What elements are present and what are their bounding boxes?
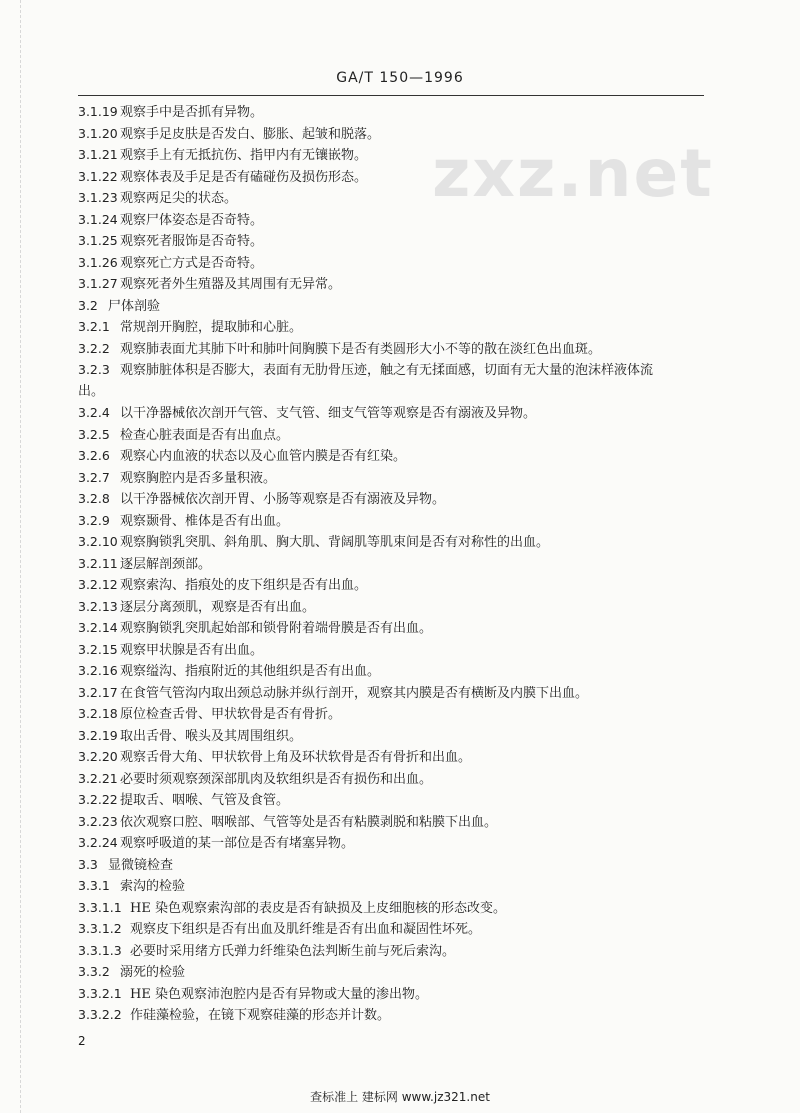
watermark: zxz.net <box>432 135 714 212</box>
clause-number: 3.1.24 <box>78 211 118 227</box>
clause-text: 观察心内血液的状态以及心血管内膜是否有红染。 <box>120 449 407 464</box>
clause-text: 观察手足皮肤是否发白、膨胀、起皱和脱落。 <box>120 126 381 142</box>
clause-line <box>78 553 704 575</box>
clause-number: 3.2.8 <box>78 491 110 506</box>
clause-line <box>78 574 704 596</box>
clause-line <box>78 940 704 962</box>
clause-text: 观察颞骨、椎体是否有出血。 <box>120 513 290 529</box>
clause-number: 3.1.27 <box>78 276 118 291</box>
clause-line <box>78 101 704 123</box>
clause-text: 以干净器械依次剖开气管、支气管、细支气管等观察是否有溺液及异物。 <box>120 406 537 421</box>
clause-text: 观察皮下组织是否有出血及肌纤维是否有出血和凝固性坏死。 <box>130 922 482 937</box>
header-rule <box>78 95 704 96</box>
footer-credit: 查标准上 建标网 www.jz321.net <box>310 1090 490 1104</box>
clause-line <box>78 832 704 854</box>
clause-number: 3.2.5 <box>78 426 110 442</box>
clause-line <box>78 424 704 446</box>
clause-text: 以干净器械依次剖开胃、小肠等观察是否有溺液及异物。 <box>120 492 446 507</box>
clause-number: 3.2.18 <box>78 706 118 721</box>
clause-number: 3.2.10 <box>78 534 118 549</box>
clause-number: 3.2.22 <box>78 792 118 807</box>
clause-text: 依次观察口腔、咽喉部、气管等处是否有粘膜剥脱和粘膜下出血。 <box>120 814 498 830</box>
page-number: 2 <box>78 1034 86 1048</box>
clause-number: 3.3.1 <box>78 878 110 893</box>
clause-line <box>78 897 704 919</box>
clause-line <box>78 961 704 983</box>
clause-line <box>78 295 704 317</box>
clause-number: 3.3 <box>78 856 98 872</box>
clause-text: 观察胸锁乳突肌起始部和锁骨附着端骨膜是否有出血。 <box>120 621 433 636</box>
clause-text: 取出舌骨、喉头及其周围组织。 <box>120 728 303 744</box>
clause-line <box>78 273 704 295</box>
clause-line <box>78 402 704 424</box>
clause-number: 3.2 <box>78 297 98 313</box>
clause-line <box>78 488 704 510</box>
clause-text: 观察手上有无抵抗伤、指甲内有无镶嵌物。 <box>120 148 368 163</box>
clause-line <box>78 746 704 768</box>
clause-number: 3.2.23 <box>78 813 118 829</box>
clause-text: 原位检查舌骨、甲状软骨是否有骨折。 <box>120 707 342 722</box>
clause-text: 观察肺表面尤其肺下叶和肺叶间胸膜下是否有类圆形大小不等的散在淡红色出血斑。 <box>120 341 602 357</box>
clause-number: 3.3.1.2 <box>78 921 122 936</box>
clause-line <box>78 725 704 747</box>
clause-text: 观察死亡方式是否奇特。 <box>120 255 264 271</box>
clause-line <box>78 338 704 360</box>
clause-number: 3.3.1.1 <box>78 899 122 915</box>
clause-number: 3.2.3 <box>78 362 110 377</box>
scan-margin-line <box>20 0 21 1113</box>
clause-number: 3.2.12 <box>78 577 118 592</box>
clause-number: 3.2.4 <box>78 405 110 420</box>
clause-line <box>78 703 704 725</box>
standard-code-header: GA/T 150—1996 <box>336 70 464 86</box>
clause-text: HE 染色观察沛泡腔内是否有异物或大量的渗出物。 <box>130 986 428 1002</box>
clause-line <box>78 144 704 166</box>
clause-text: 出。 <box>78 383 105 399</box>
clause-number: 3.2.19 <box>78 727 118 743</box>
clause-number: 3.3.2.2 <box>78 1007 122 1022</box>
clause-line <box>78 166 704 188</box>
clause-line <box>78 252 704 274</box>
clause-number: 3.2.16 <box>78 663 118 678</box>
clause-text: 观察两足尖的状态。 <box>120 191 238 206</box>
clause-number: 3.2.15 <box>78 641 118 657</box>
clause-text: 必要时须观察颈深部肌肉及软组织是否有损伤和出血。 <box>120 771 433 787</box>
clause-line <box>78 467 704 489</box>
clause-text: 检查心脏表面是否有出血点。 <box>120 427 290 443</box>
clause-line <box>78 531 704 553</box>
clause-number: 3.1.21 <box>78 147 118 162</box>
clause-line <box>78 209 704 231</box>
clause-number: 3.1.26 <box>78 254 118 270</box>
clause-line <box>78 596 704 618</box>
clause-number: 3.2.20 <box>78 749 118 764</box>
clause-number: 3.1.22 <box>78 168 118 184</box>
clause-line <box>78 789 704 811</box>
clause-line <box>78 768 704 790</box>
clause-number: 3.3.1.3 <box>78 942 122 958</box>
clause-number: 3.2.6 <box>78 448 110 463</box>
clause-line <box>78 918 704 940</box>
clause-line <box>78 682 704 704</box>
clause-line <box>78 187 704 209</box>
clause-number: 3.1.23 <box>78 190 118 205</box>
clause-line <box>78 359 704 381</box>
clause-number: 3.2.11 <box>78 555 118 571</box>
clause-text: 逐层解剖颈部。 <box>120 556 212 572</box>
clause-line <box>78 660 704 682</box>
clause-line <box>78 1004 704 1026</box>
clause-text: 观察手中是否抓有异物。 <box>120 105 264 120</box>
clause-text: 观察肺脏体积是否膨大，表面有无肋骨压迹，触之有无揉面感，切面有无大量的泡沫样液体流 <box>120 363 654 378</box>
clause-line <box>78 854 704 876</box>
clause-number: 3.3.2 <box>78 964 110 979</box>
clause-line <box>78 617 704 639</box>
clause-text: 观察呼吸道的某一部位是否有堵塞异物。 <box>120 836 355 851</box>
clause-number: 3.2.14 <box>78 620 118 635</box>
clause-number: 3.1.25 <box>78 233 118 248</box>
clause-text: 尸体剖验 <box>108 298 161 314</box>
clause-line <box>78 316 704 338</box>
clause-number: 3.3.2.1 <box>78 985 122 1001</box>
clause-text: 观察胸腔内是否多量积液。 <box>120 470 277 486</box>
clause-line <box>78 983 704 1005</box>
clause-text: 索沟的检验 <box>120 879 186 894</box>
clause-text: 逐层分离颈肌，观察是否有出血。 <box>120 599 316 615</box>
clause-number: 3.2.1 <box>78 319 110 334</box>
clause-text: 观察死者服饰是否奇特。 <box>120 234 264 249</box>
clause-text: 常规剖开胸腔，提取肺和心脏。 <box>120 320 303 335</box>
clause-text: 观察舌骨大角、甲状软骨上角及环状软骨是否有骨折和出血。 <box>120 750 472 765</box>
clause-text: 必要时采用绪方氏弹力纤维染色法判断生前与死后索沟。 <box>130 943 456 959</box>
clause-number: 3.2.17 <box>78 684 118 700</box>
clause-text: 观察甲状腺是否有出血。 <box>120 642 264 658</box>
clause-line <box>78 875 704 897</box>
document-body <box>78 101 704 1026</box>
clause-number: 3.2.2 <box>78 340 110 356</box>
clause-number: 3.2.9 <box>78 512 110 528</box>
clause-line <box>78 230 704 252</box>
clause-text: 观察尸体姿态是否奇特。 <box>120 212 264 228</box>
clause-line <box>78 381 704 403</box>
clause-text: 观察死者外生殖器及其周围有无异常。 <box>120 277 342 292</box>
clause-line <box>78 510 704 532</box>
clause-line <box>78 639 704 661</box>
clause-line <box>78 811 704 833</box>
clause-text: 在食管气管沟内取出颈总动脉并纵行剖开，观察其内膜是否有横断及内膜下出血。 <box>120 685 589 701</box>
clause-number: 3.2.21 <box>78 770 118 786</box>
clause-text: 显微镜检查 <box>108 857 174 873</box>
clause-text: 观察体表及手足是否有磕碰伤及损伤形态。 <box>120 169 368 185</box>
clause-text: HE 染色观察索沟部的表皮是否有缺损及上皮细胞核的形态改变。 <box>130 900 506 916</box>
clause-text: 观察缢沟、指痕附近的其他组织是否有出血。 <box>120 664 381 679</box>
clause-text: 溺死的检验 <box>120 965 186 980</box>
clause-number: 3.2.24 <box>78 835 118 850</box>
clause-text: 作硅藻检验，在镜下观察硅藻的形态并计数。 <box>130 1008 391 1023</box>
clause-number: 3.1.19 <box>78 104 118 119</box>
clause-line <box>78 123 704 145</box>
clause-text: 提取舌、咽喉、气管及食管。 <box>120 793 290 808</box>
clause-text: 观察索沟、指痕处的皮下组织是否有出血。 <box>120 578 368 593</box>
clause-text: 观察胸锁乳突肌、斜角肌、胸大肌、背阔肌等肌束间是否有对称性的出血。 <box>120 535 550 550</box>
clause-number: 3.2.13 <box>78 598 118 614</box>
clause-line <box>78 445 704 467</box>
clause-number: 3.1.20 <box>78 125 118 141</box>
clause-number: 3.2.7 <box>78 469 110 485</box>
